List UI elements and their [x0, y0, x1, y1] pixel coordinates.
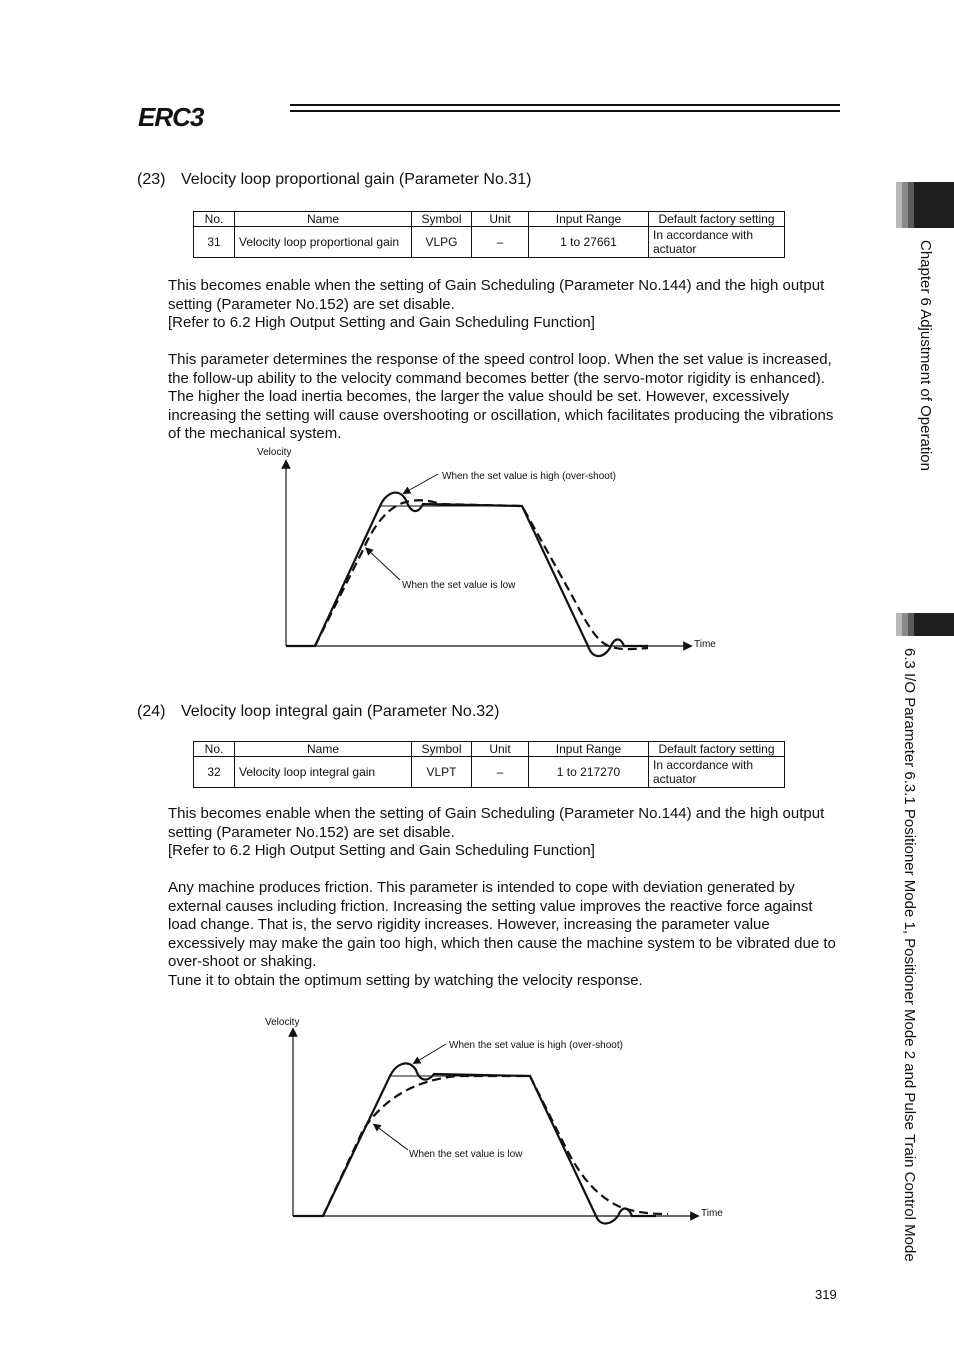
erc3-logo [136, 92, 286, 132]
section-number: (23) [137, 171, 166, 188]
cell-default: In accordance with actuator [649, 757, 785, 788]
low-label-leader [376, 1126, 408, 1150]
cell-default: In accordance with actuator [649, 227, 785, 258]
velocity-axis-label: Velocity [257, 447, 292, 458]
time-axis-label: Time [701, 1208, 723, 1219]
parameter-table [193, 741, 785, 788]
col-name: Name [235, 742, 412, 757]
header-rule [290, 104, 840, 116]
cell-input-range: 1 to 217270 [529, 757, 649, 788]
cell-unit: – [472, 757, 529, 788]
col-default: Default factory setting [649, 742, 785, 757]
cell-no: 32 [194, 757, 235, 788]
section-label-line2: 6.3.1 Positioner Mode 1, Positioner Mode 2 and Pulse Train Control Mode [901, 771, 918, 1262]
description: This parameter determines the response of the speed control loop. When the set value is increased, the follow-up ability to the velocity command becomes better (the servo-motor rigidity is enhanced). The higher the load inertia becomes, the larger the value should be set. However, excessively increasing the setting will cause overshooting or oscillation, which facilitates producing the vibrations of the mechanical system. [168, 351, 834, 442]
low-gain-label: When the set value is low [409, 1149, 523, 1160]
cell-no: 31 [194, 227, 235, 258]
low-gain-label: When the set value is low [402, 580, 516, 591]
section-title: Velocity loop proportional gain (Parameter No.31) [181, 171, 532, 188]
low-gain-curve [315, 500, 648, 649]
table-row [194, 227, 785, 258]
enable-note: This becomes enable when the setting of Gain Scheduling (Parameter No.144) and the high output setting (Parameter No.152) are set disable. [168, 805, 825, 841]
section-tab [896, 613, 954, 636]
table-header-row [194, 742, 785, 757]
logo-text: ERC3 [138, 102, 204, 132]
high-gain-curve [293, 1063, 656, 1223]
chapter-tab [896, 182, 954, 228]
col-input-range: Input Range [529, 212, 649, 227]
reference-note: [Refer to 6.2 High Output Setting and Gain Scheduling Function] [168, 842, 595, 859]
cell-unit: – [472, 227, 529, 258]
low-label-leader [368, 550, 400, 580]
high-label-leader [416, 1044, 446, 1062]
velocity-response-figure [248, 1012, 728, 1230]
section-number: (24) [137, 703, 166, 720]
section-heading [137, 703, 499, 721]
section-body [168, 805, 840, 990]
velocity-response-figure [240, 442, 720, 662]
cell-name: Velocity loop proportional gain [235, 227, 412, 258]
page-number: 319 [815, 1287, 837, 1302]
reference-note: [Refer to 6.2 High Output Setting and Gain Scheduling Function] [168, 314, 595, 331]
table-header-row [194, 212, 785, 227]
section-label-line1: 6.3 I/O Parameter [901, 648, 918, 768]
parameter-table [193, 211, 785, 258]
velocity-axis-label: Velocity [265, 1017, 300, 1028]
col-input-range: Input Range [529, 742, 649, 757]
col-name: Name [235, 212, 412, 227]
time-axis-label: Time [694, 639, 716, 650]
high-gain-label: When the set value is high (over-shoot) [449, 1040, 623, 1051]
low-gain-curve [323, 1076, 668, 1216]
cell-input-range: 1 to 27661 [529, 227, 649, 258]
col-symbol: Symbol [412, 212, 472, 227]
high-gain-label: When the set value is high (over-shoot) [442, 471, 616, 482]
section-heading [137, 171, 531, 189]
high-label-leader [406, 474, 438, 492]
col-no: No. [194, 742, 235, 757]
col-no: No. [194, 212, 235, 227]
col-unit: Unit [472, 212, 529, 227]
table-row [194, 757, 785, 788]
cell-symbol: VLPG [412, 227, 472, 258]
section-label [900, 648, 918, 1262]
col-unit: Unit [472, 742, 529, 757]
section-body [168, 277, 840, 444]
chapter-label: Chapter 6 Adjustment of Operation [917, 240, 934, 471]
description: Any machine produces friction. This parameter is intended to cope with deviation generated by external causes including friction. Increasing the setting value improves the reactive force against load change. That is, the servo rigidity increases. However, increasing the parameter value excessively may make the gain too high, which then cause the machine system to be vibrated due to over-shoot or shaking. [168, 879, 836, 970]
col-default: Default factory setting [649, 212, 785, 227]
enable-note: This becomes enable when the setting of Gain Scheduling (Parameter No.144) and the high output setting (Parameter No.152) are set disable. [168, 277, 825, 313]
cell-symbol: VLPT [412, 757, 472, 788]
cell-name: Velocity loop integral gain [235, 757, 412, 788]
tuning-note: Tune it to obtain the optimum setting by watching the velocity response. [168, 971, 643, 989]
section-title: Velocity loop integral gain (Parameter No.32) [181, 703, 500, 720]
col-symbol: Symbol [412, 742, 472, 757]
